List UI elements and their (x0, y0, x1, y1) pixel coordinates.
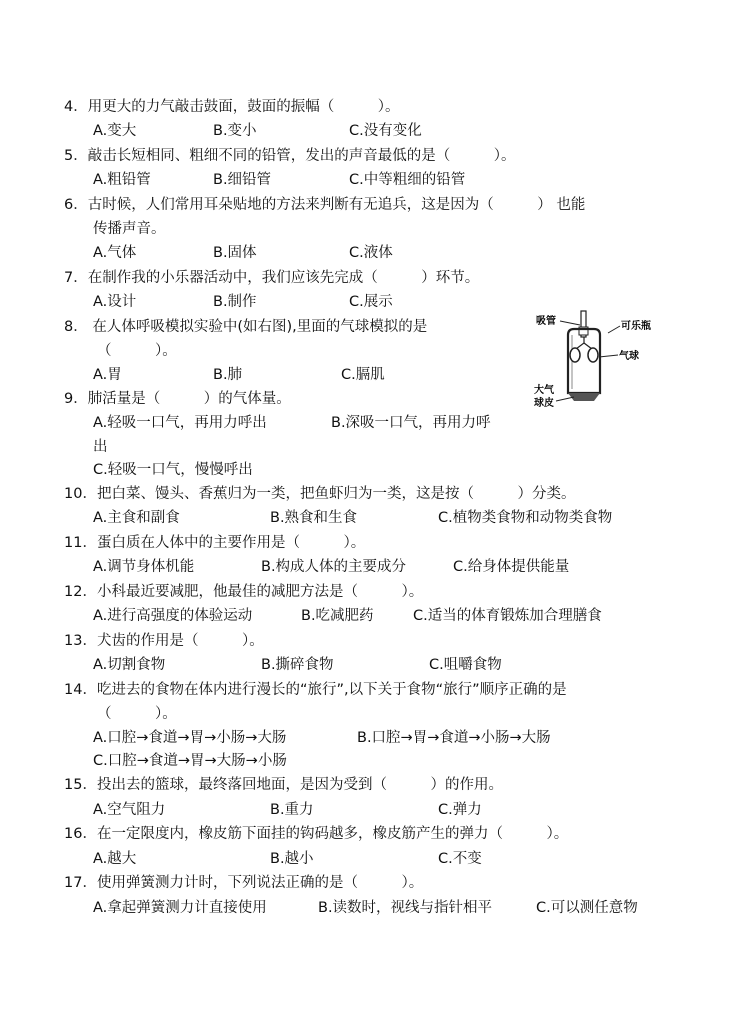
question-number: 11． (64, 535, 97, 551)
question-6 (64, 195, 585, 215)
option-c: C.中等粗细的铅管 (349, 172, 466, 188)
option-b: B.重力 (270, 802, 314, 818)
option-b: B.口腔→胃→食道→小肠→大肠 (357, 730, 551, 746)
membrane-pointer (556, 397, 574, 401)
question-text: 把白菜、馒头、香蕉归为一类，把鱼虾归为一类，这是按（ ）分类。 (96, 486, 576, 502)
option-a: A.主食和副食 (93, 510, 180, 526)
option-c: C.液体 (349, 245, 393, 261)
balloon-left (570, 348, 580, 362)
option-a: A.调节身体机能 (93, 559, 195, 575)
question-text: 投出去的篮球，最终落回地面，是因为受到（ ）的作用。 (96, 777, 503, 793)
option-c: C.适当的体育锻炼加合理膳食 (413, 608, 602, 624)
question-14 (64, 680, 567, 700)
option-b: B.越小 (270, 851, 314, 867)
balloon-label: 气球 (619, 351, 639, 362)
option-c: C.可以测任意物 (536, 900, 638, 916)
air-label: 大气 (534, 385, 554, 396)
question-text-continued: （ ）。 (97, 706, 177, 722)
question-text: 蛋白质在人体中的主要作用是（ ）。 (96, 535, 366, 551)
question-text: 小科最近要减肥，他最佳的减肥方法是（ ）。 (96, 584, 424, 600)
option-b-continued: 出 (93, 439, 108, 455)
question-number: 14． (64, 682, 97, 698)
option-a: A.变大 (93, 123, 137, 139)
bottle-pointer (608, 326, 620, 333)
straw-label: 吸管 (536, 316, 556, 327)
question-text: 用更大的力气敲击鼓面，鼓面的振幅（ ）。 (87, 99, 400, 115)
option-c: C.轻吸一口气，慢慢呼出 (93, 462, 253, 478)
option-c: C.膈肌 (341, 367, 385, 383)
bottle-label: 可乐瓶 (621, 321, 651, 332)
question-number: 8． (64, 319, 88, 335)
question-12 (64, 582, 423, 602)
option-a: A.粗铅管 (93, 172, 151, 188)
question-4 (64, 97, 399, 117)
question-5 (64, 146, 515, 166)
option-a: A.空气阻力 (93, 802, 166, 818)
straw-pointer (560, 321, 580, 325)
option-a: A.进行高强度的体验运动 (93, 608, 253, 624)
question-number: 6． (64, 197, 88, 213)
question-text: 在一定限度内，橡皮筋下面挂的钩码越多，橡皮筋产生的弹力（ ）。 (96, 826, 569, 842)
option-a: A.设计 (93, 294, 137, 310)
question-17 (64, 873, 423, 893)
question-text-continued: 传播声音。 (93, 221, 166, 237)
option-b: B.细铅管 (213, 172, 272, 188)
tube-left (576, 337, 584, 349)
question-text-continued: （ ）。 (97, 343, 177, 359)
option-a: A.切割食物 (93, 657, 166, 673)
question-text: 古时候，人们常用耳朵贴地的方法来判断有无追兵，这是因为（ ） 也能 (87, 197, 586, 213)
option-b: B.构成人体的主要成分 (261, 559, 407, 575)
option-c: C.不变 (438, 851, 482, 867)
question-number: 7． (64, 270, 88, 286)
question-number: 10． (64, 486, 97, 502)
option-a: A.拿起弹簧测力计直接使用 (93, 900, 267, 916)
question-number: 12． (64, 584, 97, 600)
option-b: B.熟食和生食 (270, 510, 358, 526)
option-c: C.展示 (349, 294, 393, 310)
question-7 (64, 268, 479, 288)
option-a: A.越大 (93, 851, 137, 867)
question-11 (64, 533, 365, 553)
question-15 (64, 775, 503, 795)
question-number: 13． (64, 633, 97, 649)
option-b: B.吃减肥药 (301, 608, 374, 624)
option-b: B.深吸一口气，再用力呼 (331, 415, 491, 431)
question-text: 在制作我的小乐器活动中，我们应该先完成（ ）环节。 (87, 270, 480, 286)
option-a: A.胃 (93, 367, 122, 383)
option-a: A.轻吸一口气，再用力呼出 (93, 415, 267, 431)
option-c: C.没有变化 (349, 123, 422, 139)
question-13 (64, 631, 264, 651)
balloon-pointer (599, 355, 618, 357)
question-number: 17． (64, 875, 97, 891)
option-a: A.口腔→食道→胃→小肠→大肠 (93, 730, 287, 746)
question-text: 犬齿的作用是（ ）。 (96, 633, 264, 649)
option-b: B.固体 (213, 245, 257, 261)
question-16 (64, 824, 568, 844)
option-c: C.弹力 (438, 802, 482, 818)
option-b: B.撕碎食物 (261, 657, 334, 673)
question-number: 15． (64, 777, 97, 793)
option-c: C.给身体提供能量 (453, 559, 570, 575)
balloon-right (588, 348, 598, 362)
question-text: 吃进去的食物在体内进行漫长的“旅行”,以下关于食物“旅行”顺序正确的是 (96, 682, 567, 698)
question-text: 使用弹簧测力计时，下列说法正确的是（ ）。 (96, 875, 424, 891)
breathing-model-diagram (528, 305, 653, 425)
option-b: B.变小 (213, 123, 257, 139)
option-b: B.制作 (213, 294, 257, 310)
question-number: 4． (64, 99, 88, 115)
question-8 (64, 317, 427, 337)
question-text: 肺活量是（ ）的气体量。 (87, 391, 291, 407)
membrane-label: 球皮 (534, 398, 554, 409)
question-number: 9． (64, 391, 88, 407)
option-a: A.气体 (93, 245, 137, 261)
question-text: 敲击长短相同、粗细不同的铅管，发出的声音最低的是（ ）。 (87, 148, 516, 164)
question-9 (64, 389, 291, 409)
option-c: C.咀嚼食物 (429, 657, 502, 673)
option-b: B.肺 (213, 367, 243, 383)
question-number: 16． (64, 826, 97, 842)
question-10 (64, 484, 575, 504)
option-c: C.口腔→食道→胃→大肠→小肠 (93, 753, 287, 769)
option-b: B.读数时，视线与指针相平 (318, 900, 493, 916)
question-number: 5． (64, 148, 88, 164)
option-c: C.植物类食物和动物类食物 (438, 510, 613, 526)
question-text: 在人体呼吸模拟实验中(如右图),里面的气球模拟的是 (87, 319, 428, 335)
